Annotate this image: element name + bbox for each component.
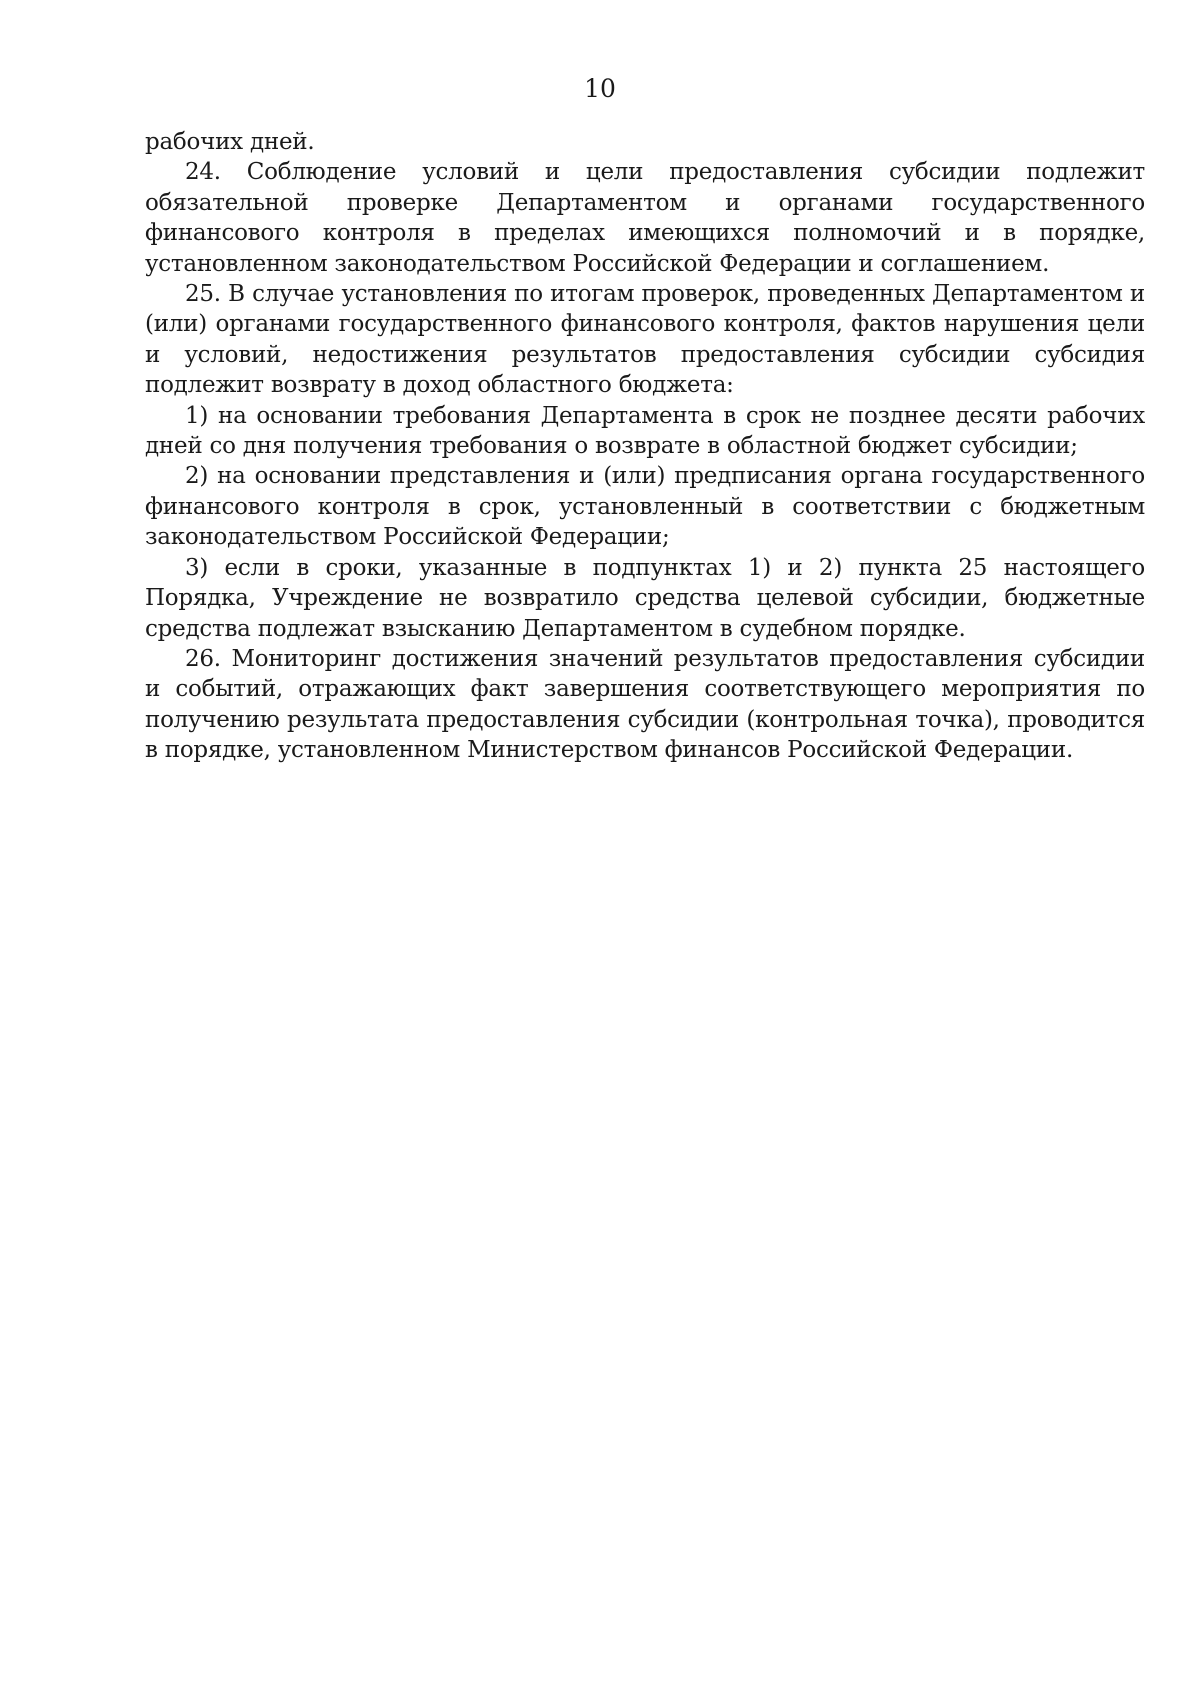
document-body <box>145 127 1145 766</box>
paragraph-25-item-3: 3) если в сроки, указанные в подпунктах 1) и 2) пункта 25 настоящего Порядка, Учреждение не возвратило средства целевой субсидии, бюджетные средства подлежат взысканию Департаментом в судебном порядке. <box>145 554 1145 642</box>
paragraph-25-item-1: 1) на основании требования Департамента в срок не позднее десяти рабочих дней со дня получения требования о возврате в областной бюджет субсидии; <box>145 402 1145 460</box>
paragraph-25: 25. В случае установления по итогам проверок, проведенных Департаментом и (или) органами государственного финансового контроля, фактов нарушения цели и условий, недостижения результатов предоставления субсидии субсидия подлежит возврату в доход областного бюджета: <box>145 281 1145 399</box>
paragraph-24: 24. Соблюдение условий и цели предоставления субсидии подлежит обязательной проверке Департаментом и органами государственного финансового контроля в пределах имеющихся полномочий и в порядке, установленном законодательством Российской Федерации и соглашением. <box>145 159 1145 277</box>
paragraph-26: 26. Мониторинг достижения значений результатов предоставления субсидии и событий, отражающих факт завершения соответствующего мероприятия по получению результата предоставления субсидии (контрольная точка), проводится в порядке, установленном Министерством финансов Российской Федерации. <box>145 645 1145 764</box>
page-number: 10 <box>584 74 616 103</box>
paragraph-continuation: рабочих дней. <box>145 129 315 155</box>
paragraph-25-item-2: 2) на основании представления и (или) предписания органа государственного финансового контроля в срок, установленный в соответствии с бюджетным законодательством Российской Федерации; <box>145 463 1145 551</box>
